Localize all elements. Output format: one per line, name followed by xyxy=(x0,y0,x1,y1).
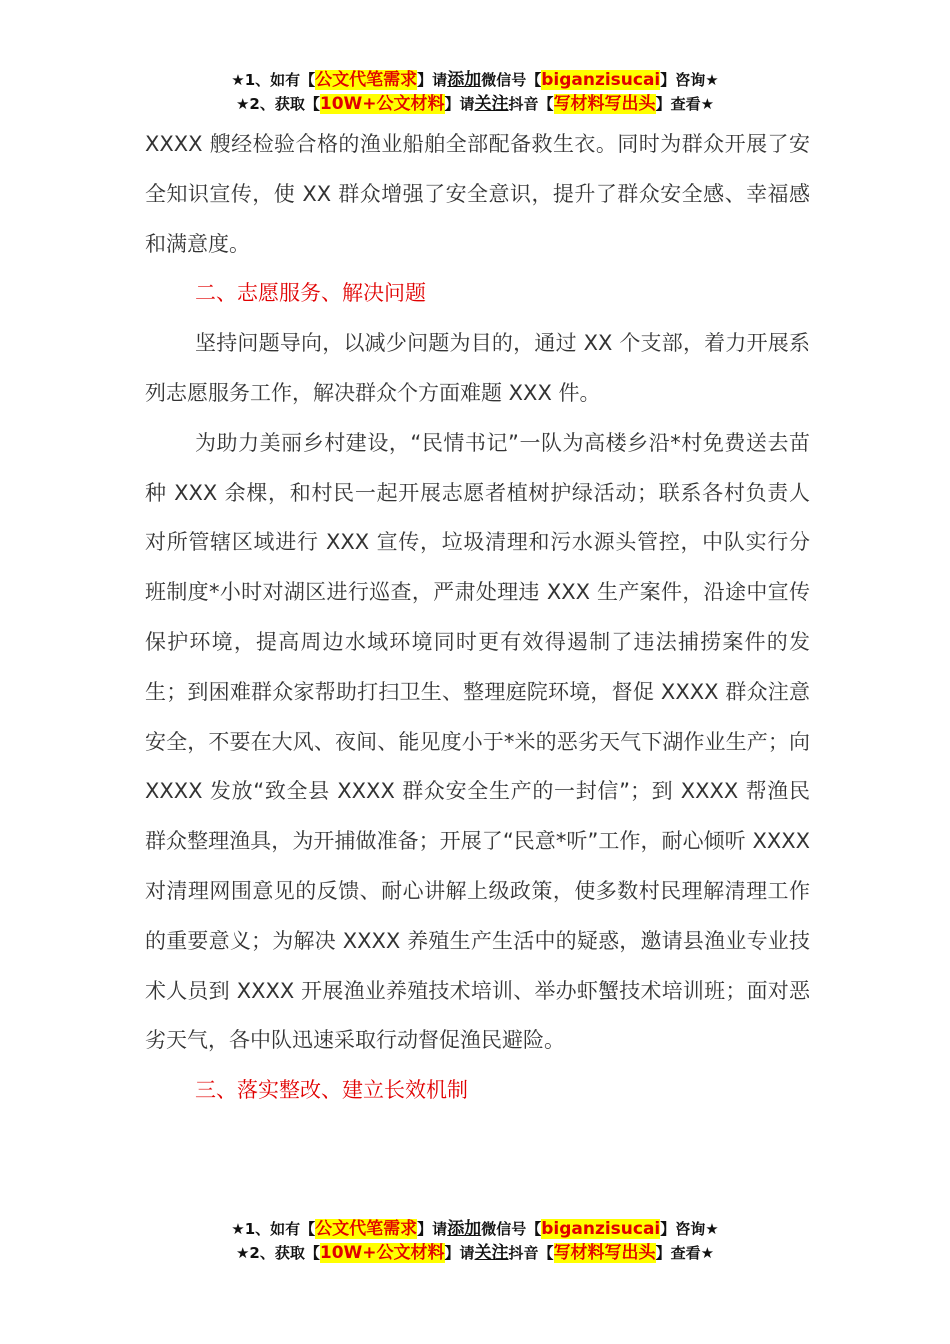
banner-text: 】请 xyxy=(444,1244,475,1262)
banner-highlight: 10W+公文材料 xyxy=(319,94,445,114)
paragraph-continued: XXXX 艘经检验合格的渔业船舶全部配备救生衣。同时为群众开展了安全知识宣传，使 XX 群众增强了安全意识，提升了群众安全感、幸福感和满意度。 xyxy=(145,132,810,256)
banner-text: 】查看★ xyxy=(655,95,715,113)
section-heading-3: 三、落实整改、建立长效机制 xyxy=(195,1078,468,1103)
banner-line-2 xyxy=(0,1241,950,1265)
banner-highlight: 10W+公文材料 xyxy=(319,1243,445,1263)
wechat-id-highlight: biganzisucai xyxy=(541,1219,661,1239)
banner-emphasis: 添加 xyxy=(447,70,482,90)
banner-text: 】请 xyxy=(417,71,448,89)
banner-text: 】咨询★ xyxy=(660,71,719,89)
banner-text: 微信号【 xyxy=(481,71,542,89)
banner-highlight: 公文代笔需求 xyxy=(315,1219,418,1239)
document-body xyxy=(145,120,810,1116)
douyin-id-highlight: 写材料写出头 xyxy=(553,1243,656,1263)
banner-text: ★2、获取【 xyxy=(235,95,320,113)
banner-text: 】查看★ xyxy=(655,1244,715,1262)
banner-emphasis: 关注 xyxy=(474,1243,509,1263)
douyin-id-highlight: 写材料写出头 xyxy=(553,94,656,114)
banner-text: ★1、如有【 xyxy=(231,1220,316,1238)
banner-line-1 xyxy=(0,1217,950,1241)
banner-text: 】咨询★ xyxy=(660,1220,719,1238)
banner-emphasis: 关注 xyxy=(474,94,509,114)
banner-text: 抖音【 xyxy=(508,1244,554,1262)
banner-text: ★2、获取【 xyxy=(235,1244,320,1262)
banner-highlight: 公文代笔需求 xyxy=(315,70,418,90)
banner-line-2 xyxy=(0,92,950,116)
banner-text: 】请 xyxy=(417,1220,448,1238)
banner-line-1 xyxy=(0,68,950,92)
banner-text: 抖音【 xyxy=(508,95,554,113)
wechat-id-highlight: biganzisucai xyxy=(541,70,661,90)
banner-emphasis: 添加 xyxy=(447,1219,482,1239)
section-heading-2: 二、志愿服务、解决问题 xyxy=(195,281,426,306)
header-banner xyxy=(0,68,950,116)
banner-text: ★1、如有【 xyxy=(231,71,316,89)
paragraph: 坚持问题导向，以减少问题为目的，通过 XX 个支部，着力开展系列志愿服务工作，解决群众个方面难题 XXX 件。 xyxy=(145,331,810,405)
banner-text: 微信号【 xyxy=(481,1220,542,1238)
paragraph: 为助力美丽乡村建设，“民情书记”一队为高楼乡沿*村免费送去苗种 XXX 余棵，和村民一起开展志愿者植树护绿活动；联系各村负责人对所管辖区域进行 XXX 宣传，垃圾清理和污水源头管控，中队实行分班制度*小时对湖区进行巡查，严肃处理违 XXX 生产案件，沿途中宣传保护环境，提高周边水域环境同时更有效得遏制了违法捕捞案件的发生；到困难群众家帮助打扫卫生、整理庭院环境，督促 XXXX 群众注意安全，不要在大风、夜间、能见度小于*米的恶劣天气下湖作业生产；向 XXXX 发放“致全县 XXXX 群众安全生产的一封信”；到 XXXX 帮渔民群众整理渔具，为开捕做准备；开展了“民意*听”工作，耐心倾听 XXXX 对清理网围意见的反馈、耐心讲解上级政策，使多数村民理解清理工作的重要意义；为解决 XXXX 养殖生产生活中的疑惑，邀请县渔业专业技术人员到 XXXX 开展渔业养殖技术培训、举办虾蟹技术培训班；面对恶劣天气，各中队迅速采取行动督促渔民避险。 xyxy=(145,430,810,1053)
footer-banner xyxy=(0,1217,950,1265)
banner-text: 】请 xyxy=(444,95,475,113)
